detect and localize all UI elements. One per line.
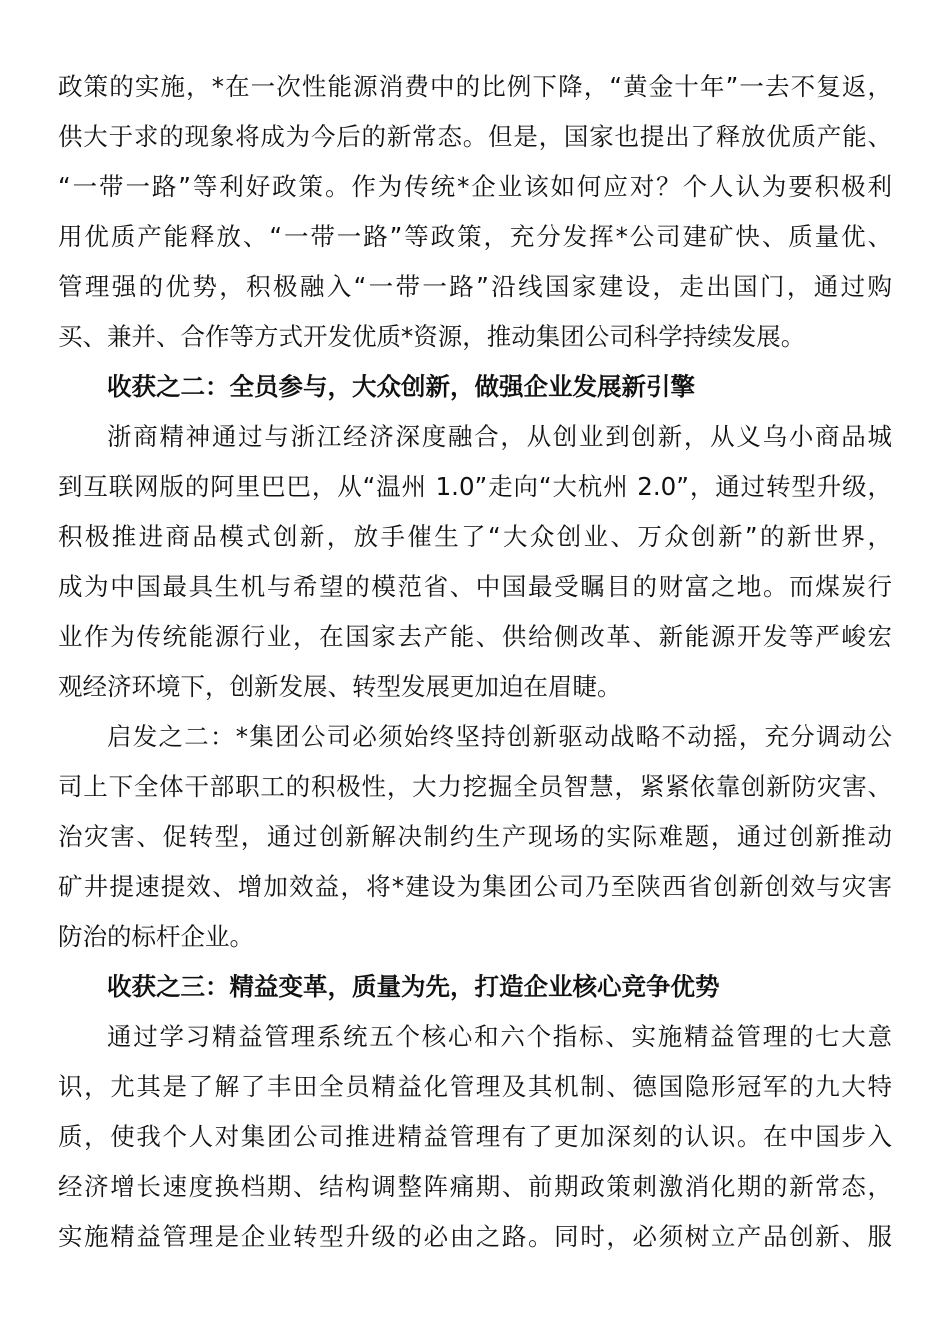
paragraph-line: 经济增长速度换档期、结构调整阵痛期、前期政策刺激消化期的新常态， [58,1172,892,1201]
section-heading: 收获之三：精益变革，质量为先，打造企业核心竞争优势 [107,972,720,1001]
paragraph-line: 到互联网版的阿里巴巴，从“温州 1.0”走向“大杭州 2.0”，通过转型升级， [58,472,892,501]
paragraph-line: 成为中国最具生机与希望的模范省、中国最受瞩目的财富之地。而煤炭行 [58,572,892,601]
document-body [58,62,892,1262]
paragraph-line: 启发之二：*集团公司必须始终坚持创新驱动战略不动摇，充分调动公 [107,722,892,751]
paragraph-line: 供大于求的现象将成为今后的新常态。但是，国家也提出了释放优质产能、 [58,122,892,151]
paragraph-line: 买、兼并、合作等方式开发优质*资源，推动集团公司科学持续发展。 [58,322,806,351]
paragraph-line: 用优质产能释放、“一带一路”等政策，充分发挥*公司建矿快、质量优、 [58,222,892,251]
paragraph-line: 识，尤其是了解了丰田全员精益化管理及其机制、德国隐形冠军的九大特 [58,1072,892,1101]
paragraph-line: 质，使我个人对集团公司推进精益管理有了更加深刻的认识。在中国步入 [58,1122,892,1151]
paragraph-line: 积极推进商品模式创新，放手催生了“大众创业、万众创新”的新世界， [58,522,892,551]
paragraph-line: “一带一路”等利好政策。作为传统*企业该如何应对？个人认为要积极利 [58,172,892,201]
paragraph-line: 通过学习精益管理系统五个核心和六个指标、实施精益管理的七大意 [107,1022,892,1051]
paragraph-line: 政策的实施，*在一次性能源消费中的比例下降，“黄金十年”一去不复返， [58,72,892,101]
paragraph-line: 观经济环境下，创新发展、转型发展更加迫在眉睫。 [58,672,622,701]
paragraph-line: 业作为传统能源行业，在国家去产能、供给侧改革、新能源开发等严峻宏 [58,622,892,651]
paragraph-line: 防治的标杆企业。 [58,922,254,951]
paragraph-line: 实施精益管理是企业转型升级的必由之路。同时，必须树立产品创新、服 [58,1222,892,1251]
paragraph-line: 浙商精神通过与浙江经济深度融合，从创业到创新，从义乌小商品城 [107,422,892,451]
paragraph-line: 治灾害、促转型，通过创新解决制约生产现场的实际难题，通过创新推动 [58,822,892,851]
section-heading: 收获之二：全员参与，大众创新，做强企业发展新引擎 [107,372,695,401]
paragraph-line: 司上下全体干部职工的积极性，大力挖掘全员智慧，紧紧依靠创新防灾害、 [58,772,892,801]
paragraph-line: 矿井提速提效、增加效益，将*建设为集团公司乃至陕西省创新创效与灾害 [58,872,892,901]
paragraph-line: 管理强的优势，积极融入“一带一路”沿线国家建设，走出国门，通过购 [58,272,892,301]
